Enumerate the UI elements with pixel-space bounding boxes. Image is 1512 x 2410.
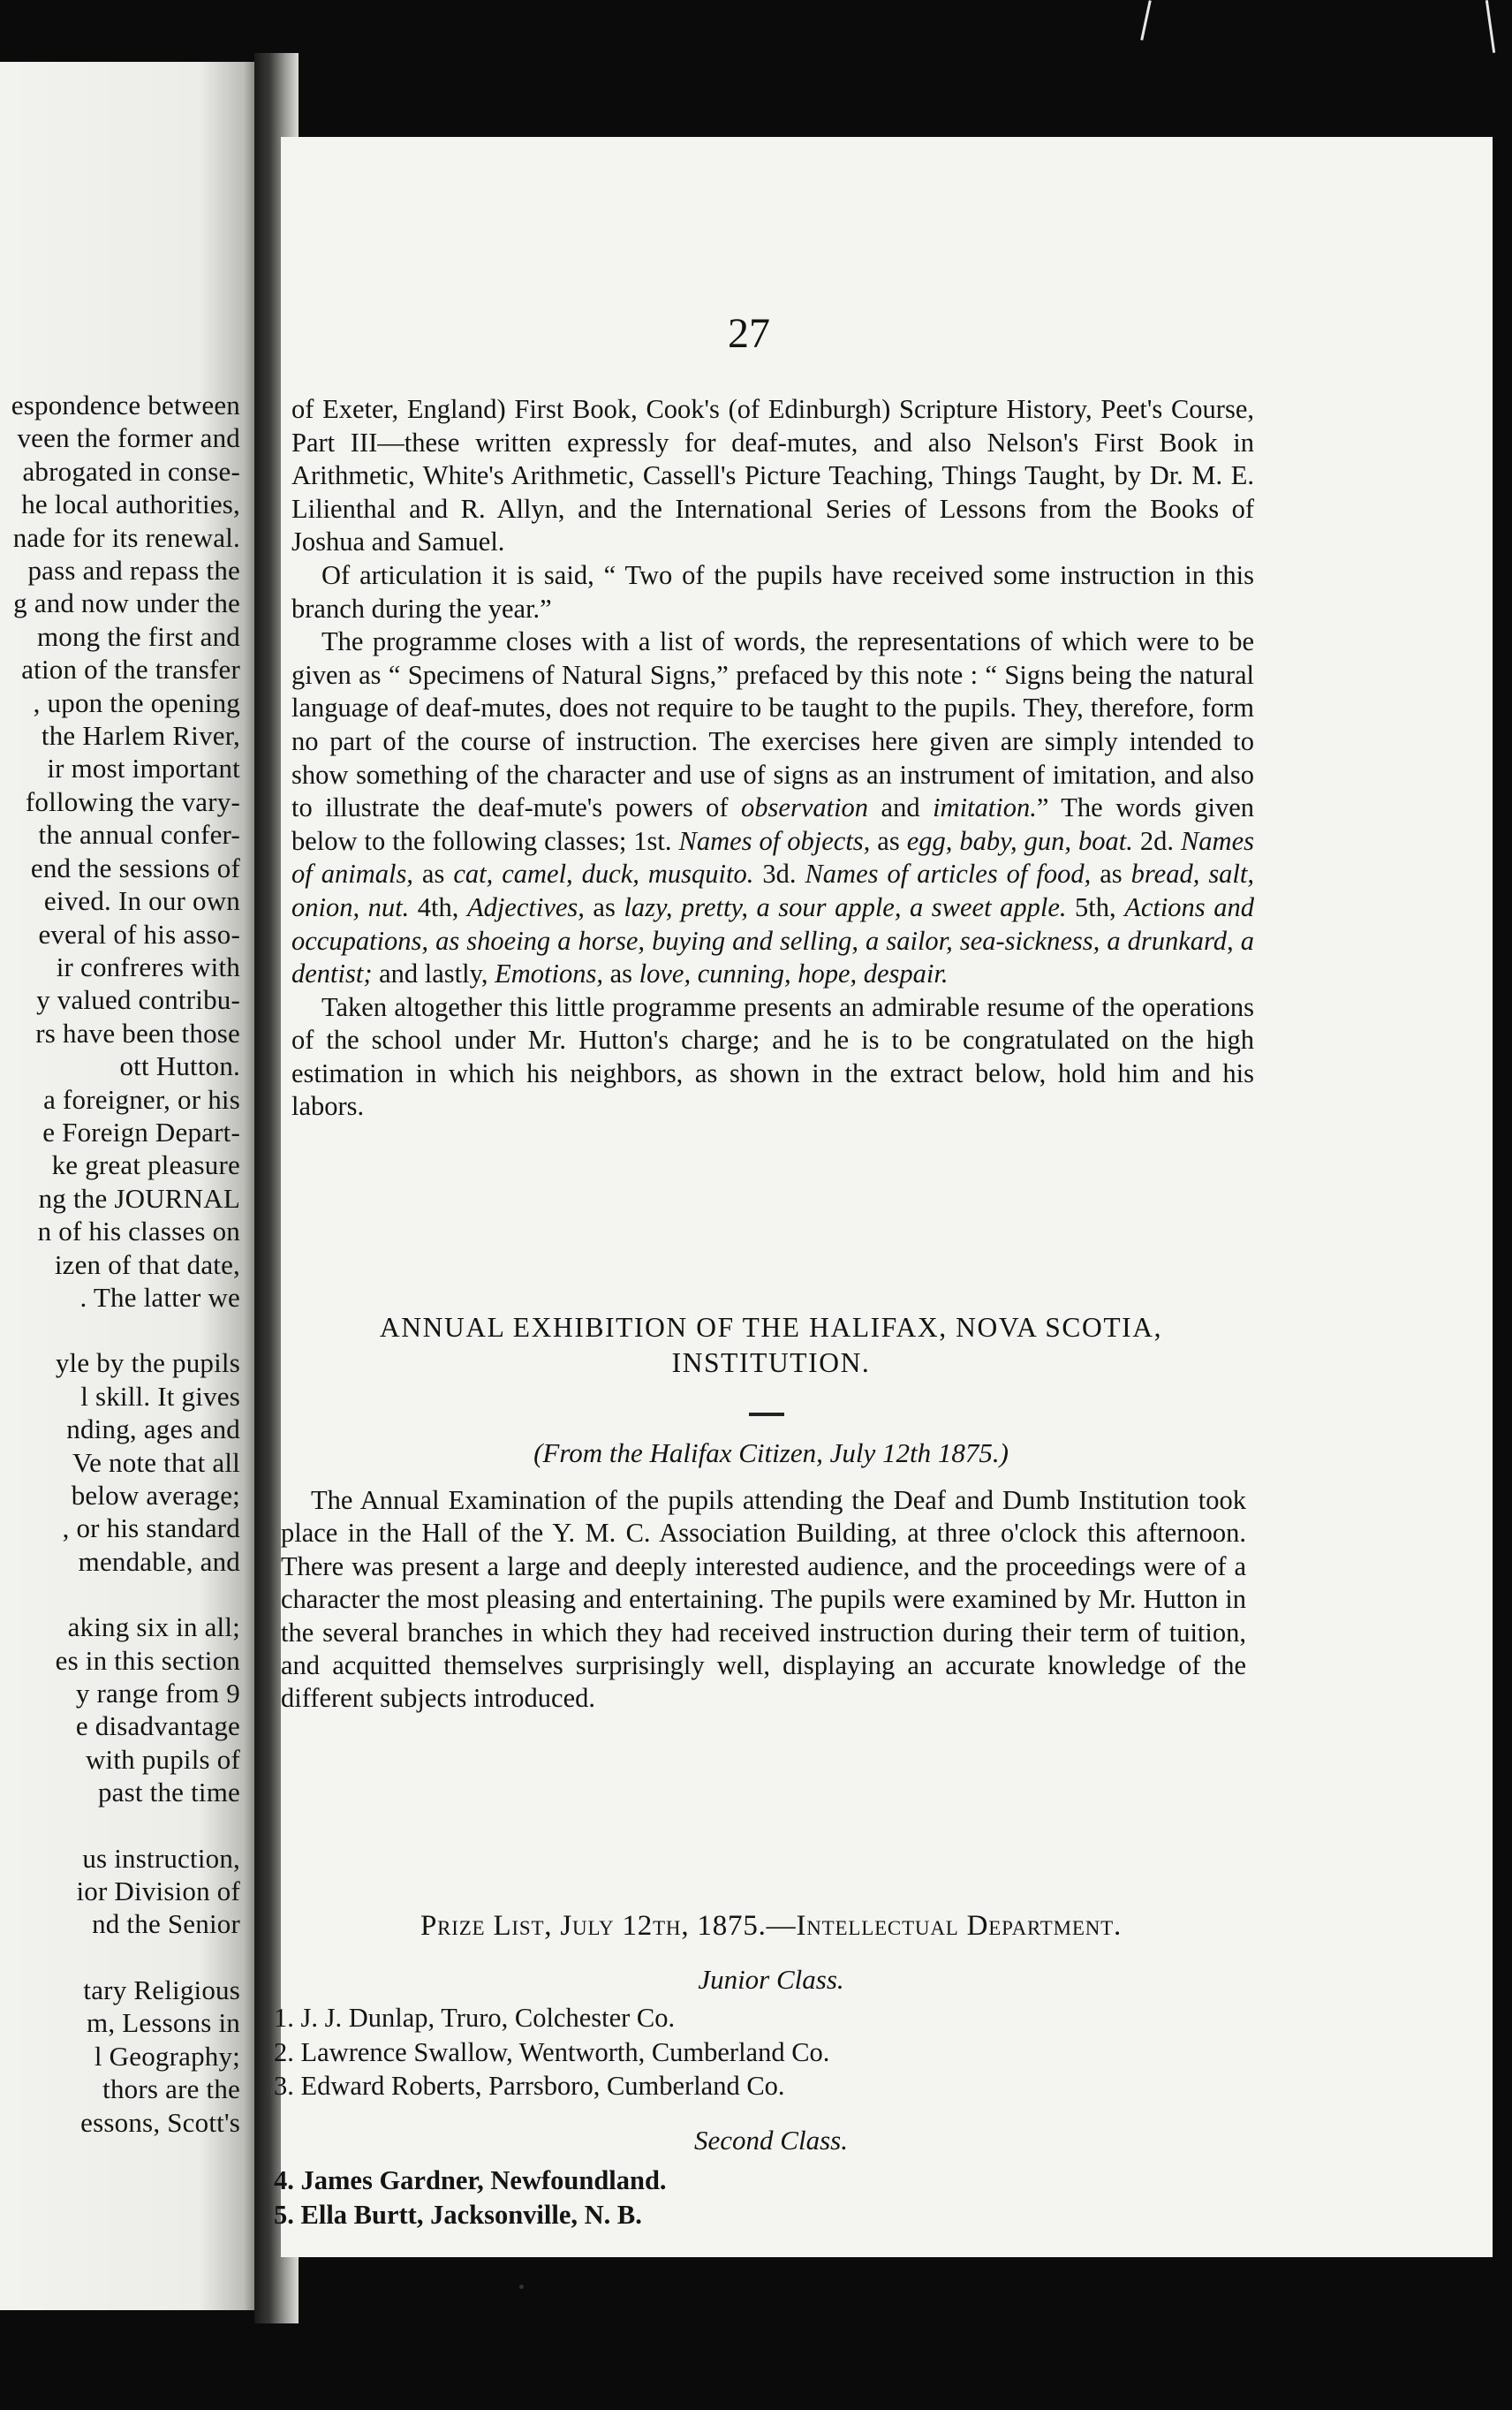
left-page-line: nding, ages and: [66, 1413, 240, 1445]
left-page-line: below average;: [71, 1480, 240, 1511]
scratch-mark: [1486, 0, 1495, 53]
italic-phrase: love, cunning, hope, despair.: [639, 959, 949, 989]
left-page-line: nd the Senior: [92, 1908, 240, 1940]
left-page-line: , or his standard: [62, 1512, 240, 1544]
section-divider: [749, 1413, 784, 1416]
list-item: 2. Lawrence Swallow, Wentworth, Cumberland Co.: [274, 2036, 830, 2067]
paragraph-book-list: of Exeter, England) First Book, Cook's (of Edinburgh) Scripture History, Peet's Course, Part III—these written expressly for deaf-mutes, and also Nelson's First Book in Arithmetic, White's Arithmetic, Cassell's Picture Teaching, Things Taught, by Dr. M. E. Lilienthal and R. Allyn, and the International Series of Lessons from the Books of Joshua and Samuel.: [291, 394, 1254, 557]
list-item: 3. Edward Roberts, Parrsboro, Cumberland Co.: [274, 2071, 785, 2101]
left-page-line: ation of the transfer: [21, 654, 240, 686]
left-page-line: es in this section: [55, 1644, 240, 1676]
section-title-line: INSTITUTION.: [671, 1347, 871, 1378]
text-run: as: [1091, 859, 1131, 890]
paragraph-natural-signs: [291, 625, 1254, 991]
left-page-line: mendable, and: [78, 1545, 240, 1577]
paragraph-annual-examination: The Annual Examination of the pupils attending the Deaf and Dumb Institution took place in the Hall of the Y. M. C. Association Building, at three o'clock this afternoon. There was present a large and deeply interested audience, and the proceedings were of a character the most pleasing and entertaining. The pupils were examined by Mr. Hutton in the several branches in which they had received instruction during their term of tuition, and acquitted themselves surprisingly well, displaying an accurate knowledge of the different subjects introduced.: [281, 1485, 1246, 1714]
second-class-heading: Second Class.: [694, 2125, 848, 2156]
text-run: as: [584, 891, 624, 922]
left-page-line: a foreigner, or his: [43, 1083, 240, 1115]
left-page-line: veen the former and: [17, 422, 240, 454]
ink-dot: [519, 2285, 524, 2289]
left-page-line: he local authorities,: [21, 489, 240, 520]
source-citation: (From the Halifax Citizen, July 12th 1875.): [533, 1437, 1009, 1468]
left-page-gap: [0, 1941, 240, 1974]
text-run: The programme closes with a list of words, the representations of which were to be given as “ Specimens of Natural Signs,” prefaced by this note : “ Signs being the natural language of deaf-mutes, does not require to be taught to the pupils. They, therefore, form no part of the course of instruction. The exercises here given are simply intended to show something of the character and use of signs as an instrument of imitation, and also to illustrate the deaf-mute's powers of: [291, 626, 1254, 823]
left-page-line: the annual confer-: [38, 819, 240, 851]
left-page-line: end the sessions of: [30, 852, 240, 883]
junior-class-list: [274, 2001, 1157, 2103]
main-page: [274, 137, 1493, 2257]
left-page-line: e Foreign Depart-: [42, 1116, 240, 1148]
italic-phrase: Adjectives,: [466, 891, 585, 922]
italic-phrase: Names of articles of food,: [805, 859, 1092, 890]
paragraph-articulation: Of articulation it is said, “ Two of the pupils have received some instruction in this branch during the year.”: [291, 559, 1254, 624]
left-page-line: ke great pleasure: [51, 1149, 240, 1181]
page-number: 27: [728, 310, 770, 357]
left-page-gap: [0, 1314, 240, 1346]
left-page-line: us instruction,: [82, 1842, 240, 1874]
left-page-line: nade for its renewal.: [12, 521, 240, 553]
left-page-line: l Geography;: [94, 2040, 240, 2072]
left-page-line: tary Religious: [83, 1974, 240, 2005]
body-text: [291, 393, 1254, 1124]
left-page-line: eived. In our own: [43, 885, 240, 917]
left-page-line: espondence between: [11, 390, 240, 421]
left-page-line: past the time: [97, 1777, 240, 1808]
left-page-line: ng the JOURNAL: [38, 1182, 240, 1214]
list-item: 5. Ella Burtt, Jacksonville, N. B.: [274, 2199, 642, 2230]
text-run: as: [603, 959, 639, 989]
left-page-line: n of his classes on: [37, 1216, 240, 1247]
left-page-line: y valued contribu-: [36, 984, 240, 1016]
left-page-line: with pupils of: [85, 1743, 240, 1775]
italic-phrase: bread, salt, onion, nut.: [291, 859, 1255, 922]
left-page-line: g and now under the: [13, 587, 240, 619]
prize-list-heading-text: Prize List, July 12th, 1875.—Intellectual Department.: [420, 1910, 1123, 1942]
left-page-line: , upon the opening: [33, 686, 240, 718]
text-run: as: [870, 825, 907, 856]
text-run: ” The words given below to the following classes; 1st.: [291, 792, 1254, 856]
left-page-line: m, Lessons in: [87, 2007, 240, 2039]
italic-phrase: Names of animals,: [291, 825, 1254, 890]
left-page-line: Ve note that all: [72, 1446, 240, 1478]
left-page-line: following the vary-: [25, 785, 240, 817]
text-run: 4th,: [409, 891, 467, 922]
italic-phrase: egg, baby, gun, boat.: [906, 825, 1133, 856]
text-run: 5th,: [1066, 891, 1125, 922]
text-run: 3d.: [753, 859, 805, 890]
section-title: [281, 1310, 1261, 1381]
left-page-line: e disadvantage: [75, 1710, 240, 1742]
left-page-line: thors are the: [102, 2073, 240, 2105]
left-page-line: ir most important: [47, 753, 240, 784]
text-run: as: [412, 859, 454, 890]
text-run: and lastly,: [372, 959, 495, 989]
junior-class-heading: Junior Class.: [698, 1964, 844, 1995]
italic-phrase: Emotions,: [495, 959, 603, 989]
left-page-line: abrogated in conse-: [22, 455, 240, 487]
scratch-mark: [1140, 0, 1151, 41]
left-page-line: izen of that date,: [54, 1248, 240, 1280]
italic-phrase: Actions and occupations, as shoeing a horse, buying and selling, a sailor, sea-sickness, a drunkard, a dentist;: [291, 891, 1254, 989]
left-page-line: rs have been those: [35, 1017, 240, 1049]
paragraph-resume: Taken altogether this little programme presents an admirable resume of the operations of the school under Mr. Hutton's charge; and he is to be congratulated on the high estimation in which his neighbors, as shown in the extract below, hold him and his labors.: [291, 991, 1254, 1122]
left-page-line: ior Division of: [76, 1876, 240, 1907]
left-page-line: ott Hutton.: [119, 1050, 240, 1082]
list-item: 4. James Gardner, Newfoundland.: [274, 2165, 667, 2195]
list-item: 1. J. J. Dunlap, Truro, Colchester Co.: [274, 2003, 676, 2033]
left-page-text-column: [0, 389, 240, 2139]
italic-phrase: lazy, pretty, a sour apple, a sweet apple.: [624, 891, 1067, 922]
italic-phrase: imitation.: [933, 792, 1037, 823]
left-page-line: y range from 9: [75, 1678, 240, 1709]
italic-phrase: cat, camel, duck, musquito.: [453, 859, 754, 890]
text-run: and: [868, 792, 934, 823]
italic-phrase: observation: [741, 792, 869, 823]
left-page-line: yle by the pupils: [55, 1347, 240, 1379]
second-class-list: [274, 2164, 1157, 2232]
left-page-line: l skill. It gives: [80, 1380, 240, 1412]
left-page-line: pass and repass the: [27, 555, 240, 587]
prize-list-heading: [281, 1910, 1261, 1943]
left-page-line: ir confreres with: [56, 951, 240, 982]
left-page-line: . The latter we: [79, 1281, 240, 1313]
left-page-gap: [0, 1809, 240, 1842]
text-run: 2d.: [1132, 825, 1181, 856]
italic-phrase: Names of objects,: [678, 825, 871, 856]
left-page-gap: [0, 1578, 240, 1610]
left-page-line: the Harlem River,: [41, 720, 240, 752]
left-page-line: aking six in all;: [67, 1611, 240, 1643]
left-page-line: mong the first and: [36, 620, 240, 652]
left-page-line: everal of his asso-: [38, 918, 240, 950]
section-title-line: ANNUAL EXHIBITION OF THE HALIFAX, NOVA SCOTIA,: [379, 1312, 1163, 1343]
left-page-line: essons, Scott's: [80, 2106, 240, 2138]
left-page-fragment: [0, 62, 265, 2310]
